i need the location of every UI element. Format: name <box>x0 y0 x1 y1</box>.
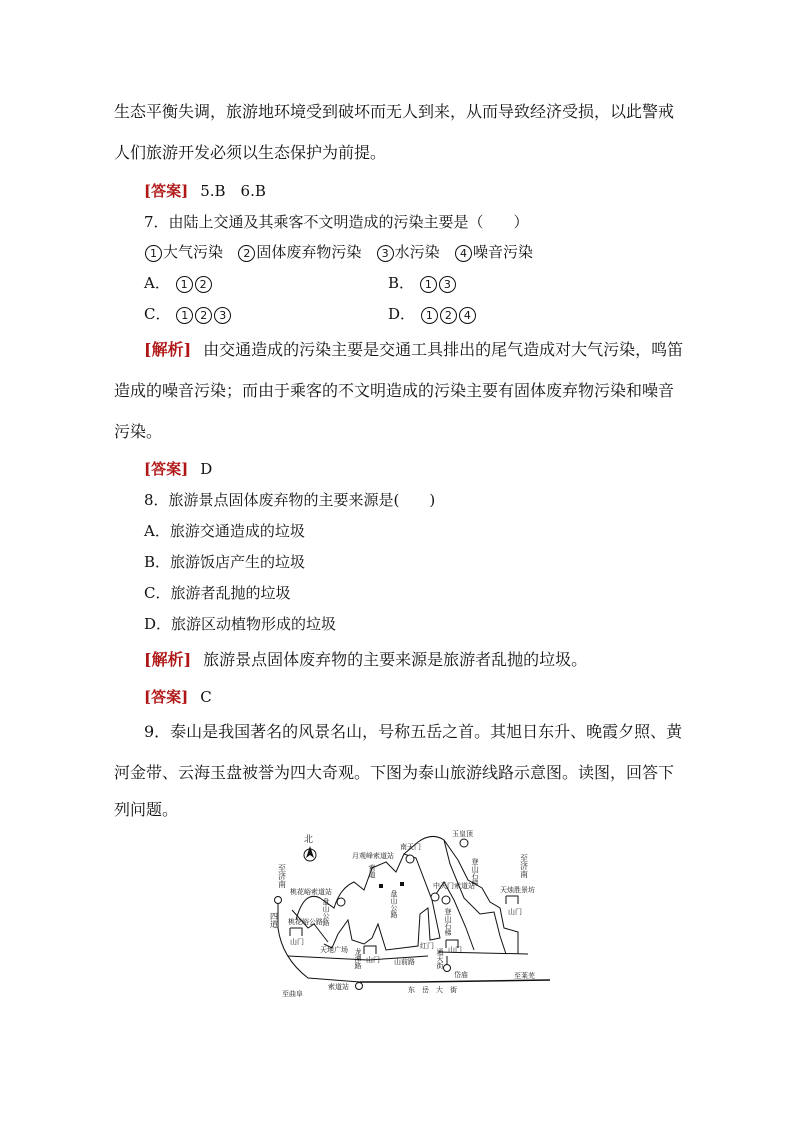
circled-number: 1 <box>421 307 438 324</box>
item-text: 水污染 <box>394 243 440 261</box>
circled-number: 3 <box>214 307 231 324</box>
analysis-8 <box>144 650 587 670</box>
map-label: 至济南 <box>277 864 287 888</box>
map-label: 山门 <box>508 908 522 916</box>
q7-option-b <box>388 273 457 293</box>
analysis-text: 由交通造成的污染主要是交通工具排出的尾气造成对大气污染，鸣笛 <box>203 340 684 359</box>
circled-number: 1 <box>420 276 437 293</box>
analysis-tag: [解析] <box>144 650 192 669</box>
answer-8 <box>144 687 212 707</box>
map-label: 山门 <box>448 946 462 954</box>
map-label: 月观峰索道站 <box>352 852 394 860</box>
item-text: 固体废弃物污染 <box>256 243 362 261</box>
map-label: 登山石梯 <box>471 858 479 886</box>
circled-number: 2 <box>195 276 212 293</box>
circled-number: 4 <box>455 245 472 262</box>
taishan-route-map <box>268 828 550 1000</box>
map-label: 桃花峪索道站 <box>290 888 332 896</box>
answer-tag: [答案] <box>144 182 189 200</box>
q7-items <box>144 242 533 262</box>
circled-number: 3 <box>439 276 456 293</box>
answer-value: C <box>200 688 212 706</box>
q8-option-b: B．旅游饭店产生的垃圾 <box>144 553 306 571</box>
map-label: 岱庙 <box>454 971 468 979</box>
map-label: 四道 <box>269 912 279 928</box>
map-label: 南天门 <box>400 843 421 851</box>
paragraph-line: 人们旅游开发必须以生态保护为前提。 <box>114 143 387 162</box>
map-label: 至曲阜 <box>282 990 303 998</box>
answer-tag: [答案] <box>144 460 189 478</box>
north-arrow-icon <box>304 846 316 861</box>
paragraph-line: 列问题。 <box>114 800 179 819</box>
analysis-tag: [解析] <box>144 340 192 359</box>
circled-number: 2 <box>440 307 457 324</box>
item-text: 大气污染 <box>163 243 224 261</box>
option-label: C． <box>144 305 171 323</box>
item-text: 噪音污染 <box>472 243 533 261</box>
option-label: D． <box>388 305 416 323</box>
answer-value: 5.B 6.B <box>200 182 266 200</box>
map-label: 东 岳 大 街 <box>408 986 457 994</box>
q7-option-a <box>144 273 213 293</box>
circled-number: 2 <box>238 245 255 262</box>
circled-number: 2 <box>195 307 212 324</box>
paragraph-line: 生态平衡失调，旅游地环境受到破坏而无人到来，从而导致经济受损，以此警戒 <box>114 102 675 121</box>
map-label: 盘山公路 <box>390 890 398 918</box>
option-label: B． <box>388 274 415 292</box>
answer-5-6 <box>144 181 266 201</box>
answer-tag: [答案] <box>144 688 189 706</box>
q7-option-c <box>144 304 232 324</box>
q7-option-d <box>388 304 477 324</box>
circled-number: 1 <box>145 245 162 262</box>
map-label: 天地广场 <box>320 946 348 954</box>
map-label: 索道站 <box>328 983 349 991</box>
north-label: 北 <box>304 835 314 845</box>
answer-7 <box>144 459 212 479</box>
map-label: 天烛胜景坊 <box>500 886 535 894</box>
map-label: 通天街 <box>436 948 444 969</box>
circled-number: 3 <box>377 245 394 262</box>
map-label: 山门 <box>366 956 380 964</box>
map-label: 中天门索道站 <box>433 882 475 890</box>
map-label: 龙潭路 <box>354 948 362 969</box>
answer-value: D <box>200 460 213 478</box>
map-label: 玉皇顶 <box>452 830 473 838</box>
analysis-text: 旅游景点固体废弃物的主要来源是旅游者乱抛的垃圾。 <box>203 650 588 669</box>
map-label: 红门 <box>420 942 434 950</box>
paragraph-line: 河金带、云海玉盘被誉为四大奇观。下图为泰山旅游线路示意图。读图，回答下 <box>114 763 675 782</box>
map-label: 山前路 <box>394 958 415 966</box>
circled-number: 1 <box>176 307 193 324</box>
option-label: A． <box>144 274 170 292</box>
q8-option-c: C．旅游者乱抛的垃圾 <box>144 584 291 602</box>
map-label: 桃花峪公路 <box>288 918 323 926</box>
q8-option-d: D．旅游区动植物形成的垃圾 <box>144 615 337 633</box>
circled-number: 4 <box>459 307 476 324</box>
map-label: 登山石梯 <box>444 908 452 936</box>
q8-option-a: A．旅游交通造成的垃圾 <box>144 522 305 540</box>
map-label: 至济南 <box>519 854 529 878</box>
question-9: 9．泰山是我国著名的风景名山，号称五岳之首。其旭日东升、晚霞夕照、黄 <box>144 722 683 741</box>
circled-number: 1 <box>176 276 193 293</box>
question-8: 8．旅游景点固体废弃物的主要来源是( ) <box>144 491 436 509</box>
map-label: 盘山公路 <box>322 898 330 926</box>
paragraph-line: 污染。 <box>114 422 163 441</box>
analysis-7 <box>144 340 683 360</box>
map-label: 山门 <box>290 938 304 946</box>
paragraph-line: 造成的噪音污染；而由于乘客的不文明造成的污染主要有固体废弃物污染和噪音 <box>114 381 675 400</box>
question-7: 7．由陆上交通及其乘客不文明造成的污染主要是（ ） <box>144 213 529 231</box>
map-label: 至莱芜 <box>514 972 535 980</box>
map-label: 索道 <box>368 864 376 878</box>
